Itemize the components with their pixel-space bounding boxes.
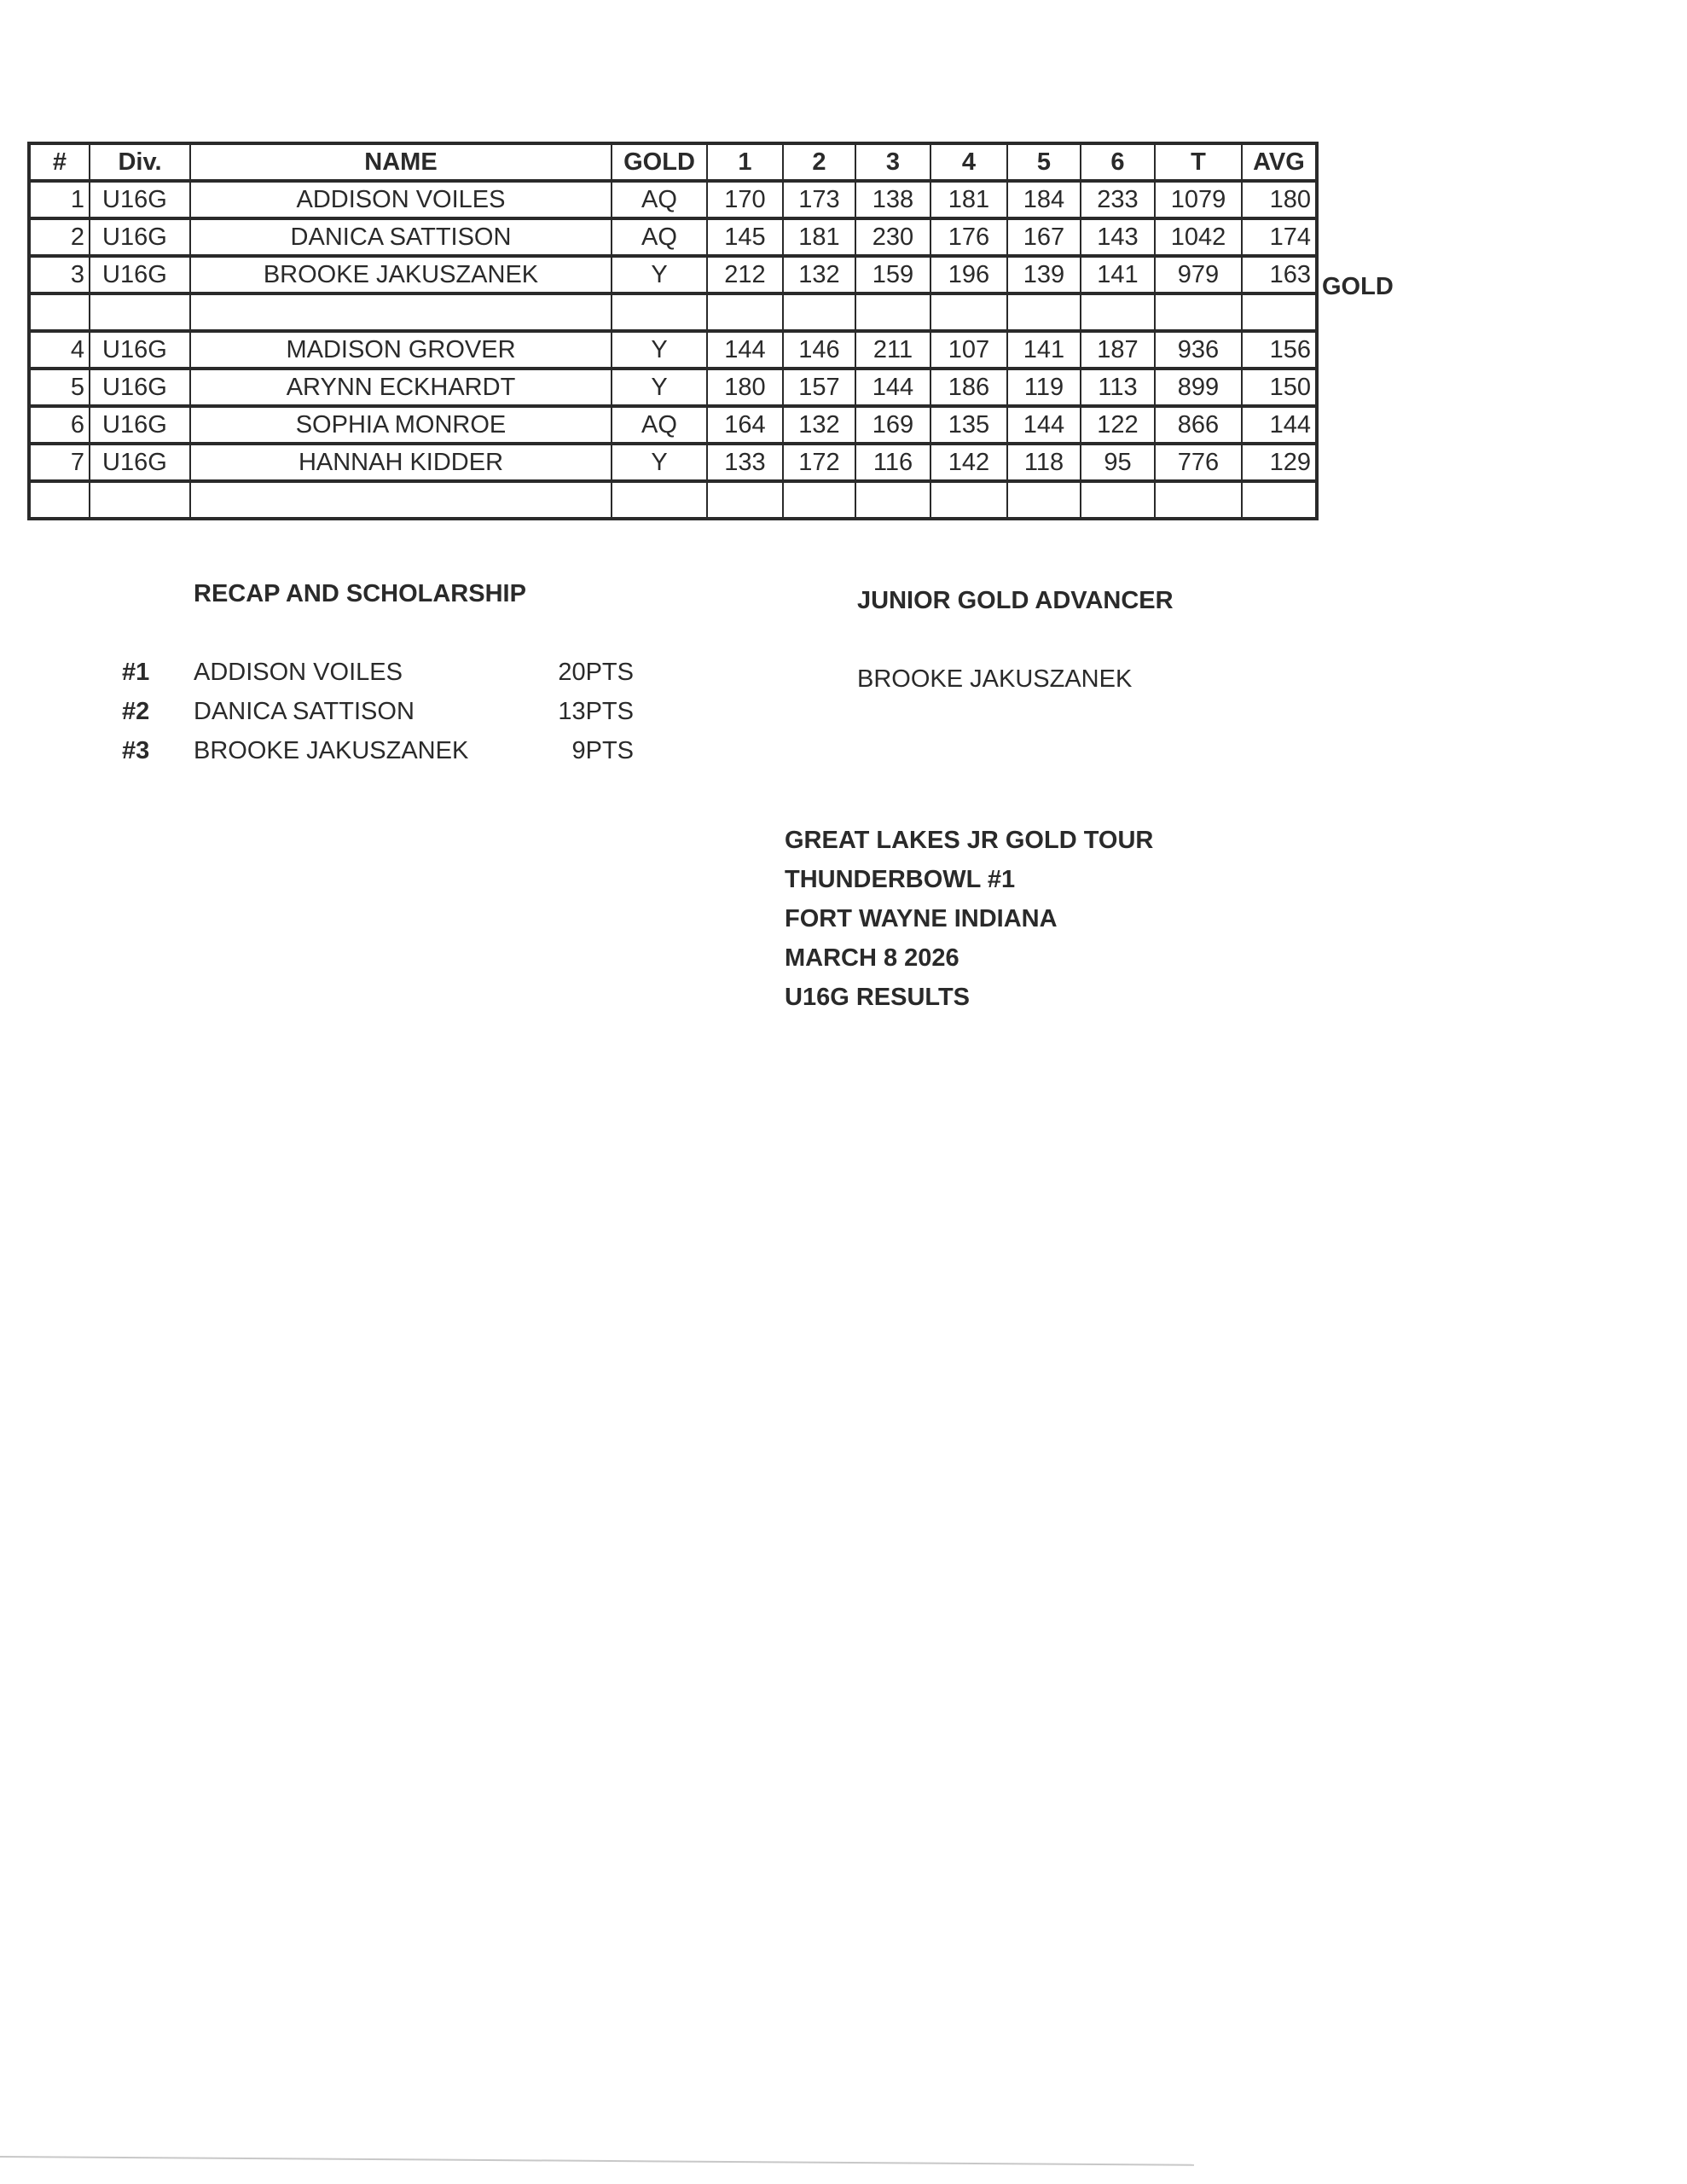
- bowler-name-cell: SOPHIA MONROE: [190, 406, 612, 444]
- gold-status-cell: AQ: [612, 181, 707, 218]
- game-score-cell: 144: [1007, 406, 1081, 444]
- gold-status-cell: AQ: [612, 406, 707, 444]
- gold-status-cell: Y: [612, 256, 707, 293]
- empty-cell: [612, 293, 707, 331]
- game-score-cell: 187: [1081, 331, 1155, 369]
- empty-cell: [190, 481, 612, 519]
- empty-cell: [1007, 293, 1081, 331]
- table-row: [29, 444, 1317, 481]
- average-cell: 163: [1242, 256, 1317, 293]
- header-total: T: [1155, 143, 1242, 181]
- empty-cell: [1155, 293, 1242, 331]
- rank-cell: 6: [29, 406, 90, 444]
- game-score-cell: 135: [930, 406, 1007, 444]
- game-score-cell: 157: [783, 369, 855, 406]
- average-cell: 156: [1242, 331, 1317, 369]
- game-score-cell: 132: [783, 406, 855, 444]
- scan-edge-line: [0, 2156, 1194, 2166]
- game-score-cell: 138: [855, 181, 930, 218]
- game-score-cell: 107: [930, 331, 1007, 369]
- event-location: FORT WAYNE INDIANA: [785, 905, 1058, 932]
- empty-cell: [855, 481, 930, 519]
- game-score-cell: 170: [707, 181, 783, 218]
- game-score-cell: 95: [1081, 444, 1155, 481]
- game-score-cell: 230: [855, 218, 930, 256]
- results-table: [27, 142, 1319, 520]
- game-score-cell: 169: [855, 406, 930, 444]
- game-score-cell: 233: [1081, 181, 1155, 218]
- event-tour: GREAT LAKES JR GOLD TOUR: [785, 827, 1154, 854]
- division-cell: U16G: [90, 444, 190, 481]
- recap-place: #1: [122, 659, 150, 686]
- game-score-cell: 181: [930, 181, 1007, 218]
- empty-cell: [612, 481, 707, 519]
- recap-points: 9PTS: [571, 737, 634, 764]
- game-score-cell: 186: [930, 369, 1007, 406]
- empty-cell: [930, 293, 1007, 331]
- table-row: [29, 218, 1317, 256]
- game-score-cell: 211: [855, 331, 930, 369]
- recap-name: ADDISON VOILES: [194, 659, 403, 686]
- empty-cell: [1007, 481, 1081, 519]
- gold-status-cell: AQ: [612, 218, 707, 256]
- empty-cell: [783, 293, 855, 331]
- gold-status-cell: Y: [612, 369, 707, 406]
- advancer-title: JUNIOR GOLD ADVANCER: [857, 587, 1174, 614]
- empty-cell: [90, 481, 190, 519]
- header-game-4: 4: [930, 143, 1007, 181]
- rank-cell: 4: [29, 331, 90, 369]
- game-score-cell: 172: [783, 444, 855, 481]
- total-cell: 1079: [1155, 181, 1242, 218]
- total-cell: 866: [1155, 406, 1242, 444]
- header-game-3: 3: [855, 143, 930, 181]
- header-game-6: 6: [1081, 143, 1155, 181]
- empty-cell: [783, 481, 855, 519]
- empty-cell: [707, 481, 783, 519]
- header-name: NAME: [190, 143, 612, 181]
- division-cell: U16G: [90, 331, 190, 369]
- header-game-5: 5: [1007, 143, 1081, 181]
- bowler-name-cell: MADISON GROVER: [190, 331, 612, 369]
- table-row: [29, 331, 1317, 369]
- empty-cell: [1081, 293, 1155, 331]
- empty-cell: [1242, 481, 1317, 519]
- game-score-cell: 141: [1081, 256, 1155, 293]
- empty-cell: [930, 481, 1007, 519]
- empty-cell: [29, 293, 90, 331]
- recap-place: #2: [122, 698, 150, 725]
- event-info: [785, 821, 1153, 1017]
- event-date: MARCH 8 2026: [785, 944, 959, 972]
- empty-cell: [1242, 293, 1317, 331]
- game-score-cell: 184: [1007, 181, 1081, 218]
- table-row: [29, 181, 1317, 218]
- blank-row: [29, 481, 1317, 519]
- game-score-cell: 139: [1007, 256, 1081, 293]
- average-cell: 129: [1242, 444, 1317, 481]
- game-score-cell: 132: [783, 256, 855, 293]
- game-score-cell: 173: [783, 181, 855, 218]
- average-cell: 144: [1242, 406, 1317, 444]
- table-row: [29, 369, 1317, 406]
- advancer-name: BROOKE JAKUSZANEK: [857, 665, 1133, 693]
- game-score-cell: 118: [1007, 444, 1081, 481]
- game-score-cell: 143: [1081, 218, 1155, 256]
- rank-cell: 2: [29, 218, 90, 256]
- total-cell: 899: [1155, 369, 1242, 406]
- blank-row: [29, 293, 1317, 331]
- division-cell: U16G: [90, 369, 190, 406]
- empty-cell: [1155, 481, 1242, 519]
- game-score-cell: 159: [855, 256, 930, 293]
- header-game-2: 2: [783, 143, 855, 181]
- event-venue: THUNDERBOWL #1: [785, 866, 1016, 893]
- rank-cell: 1: [29, 181, 90, 218]
- game-score-cell: 116: [855, 444, 930, 481]
- empty-cell: [1081, 481, 1155, 519]
- bowler-name-cell: ADDISON VOILES: [190, 181, 612, 218]
- empty-cell: [707, 293, 783, 331]
- game-score-cell: 212: [707, 256, 783, 293]
- header-rank: #: [29, 143, 90, 181]
- header-row: [29, 143, 1317, 181]
- game-score-cell: 113: [1081, 369, 1155, 406]
- total-cell: 979: [1155, 256, 1242, 293]
- bowler-name-cell: BROOKE JAKUSZANEK: [190, 256, 612, 293]
- average-cell: 174: [1242, 218, 1317, 256]
- empty-cell: [90, 293, 190, 331]
- game-score-cell: 141: [1007, 331, 1081, 369]
- division-cell: U16G: [90, 406, 190, 444]
- header-avg: AVG: [1242, 143, 1317, 181]
- game-score-cell: 142: [930, 444, 1007, 481]
- total-cell: 776: [1155, 444, 1242, 481]
- recap-entry: [122, 659, 634, 693]
- total-cell: 936: [1155, 331, 1242, 369]
- recap-points: 20PTS: [558, 659, 634, 686]
- rank-cell: 7: [29, 444, 90, 481]
- table-row: [29, 406, 1317, 444]
- game-score-cell: 181: [783, 218, 855, 256]
- header-game-1: 1: [707, 143, 783, 181]
- game-score-cell: 144: [707, 331, 783, 369]
- game-score-cell: 122: [1081, 406, 1155, 444]
- game-score-cell: 167: [1007, 218, 1081, 256]
- average-cell: 150: [1242, 369, 1317, 406]
- game-score-cell: 119: [1007, 369, 1081, 406]
- bowler-name-cell: ARYNN ECKHARDT: [190, 369, 612, 406]
- total-cell: 1042: [1155, 218, 1242, 256]
- rank-cell: 5: [29, 369, 90, 406]
- game-score-cell: 164: [707, 406, 783, 444]
- recap-title: RECAP AND SCHOLARSHIP: [194, 580, 526, 607]
- bowler-name-cell: HANNAH KIDDER: [190, 444, 612, 481]
- table-row: [29, 256, 1317, 293]
- gold-status-cell: Y: [612, 444, 707, 481]
- recap-place: #3: [122, 737, 150, 764]
- empty-cell: [29, 481, 90, 519]
- recap-name: DANICA SATTISON: [194, 698, 415, 725]
- game-score-cell: 145: [707, 218, 783, 256]
- game-score-cell: 144: [855, 369, 930, 406]
- game-score-cell: 196: [930, 256, 1007, 293]
- gold-flag-label: GOLD: [1322, 273, 1394, 300]
- division-cell: U16G: [90, 256, 190, 293]
- recap-entry: [122, 698, 634, 732]
- rank-cell: 3: [29, 256, 90, 293]
- recap-points: 13PTS: [558, 698, 634, 725]
- game-score-cell: 146: [783, 331, 855, 369]
- header-div: Div.: [90, 143, 190, 181]
- event-results-title: U16G RESULTS: [785, 984, 971, 1011]
- game-score-cell: 180: [707, 369, 783, 406]
- game-score-cell: 176: [930, 218, 1007, 256]
- division-cell: U16G: [90, 181, 190, 218]
- recap-entry: [122, 737, 634, 771]
- header-gold: GOLD: [612, 143, 707, 181]
- gold-status-cell: Y: [612, 331, 707, 369]
- empty-cell: [190, 293, 612, 331]
- game-score-cell: 133: [707, 444, 783, 481]
- empty-cell: [855, 293, 930, 331]
- average-cell: 180: [1242, 181, 1317, 218]
- bowler-name-cell: DANICA SATTISON: [190, 218, 612, 256]
- division-cell: U16G: [90, 218, 190, 256]
- recap-name: BROOKE JAKUSZANEK: [194, 737, 469, 764]
